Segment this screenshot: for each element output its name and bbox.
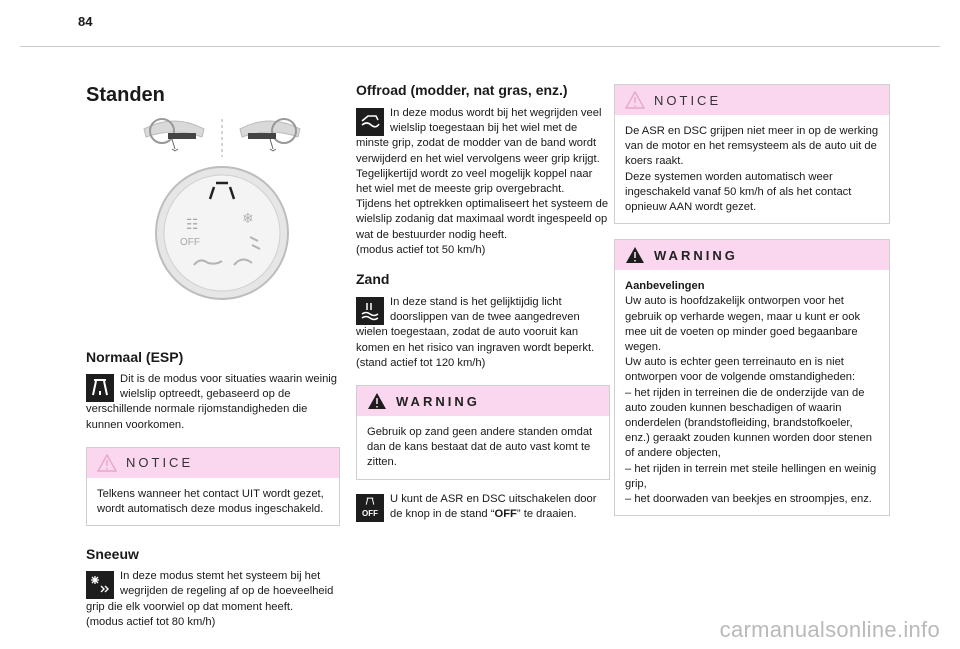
warning-header bbox=[615, 240, 889, 270]
steering-wheels-illustration bbox=[142, 115, 304, 159]
warning-box-sand bbox=[356, 385, 610, 480]
offroad-mode-block bbox=[356, 106, 610, 258]
snow-mode-heading: Sneeuw bbox=[86, 546, 139, 563]
snow-mode-block bbox=[86, 569, 340, 630]
offroad-mode-text: In deze modus wordt bij het wegrijden veel wielslip toegestaan bij het wiel met de minste grip, zodat de modder van de band wordt verwijderd en het wiel vervolgens weer grip krijgt. Tegelijkertijd wordt zo veel mogelijk koppel naar het wiel met de meeste grip overgebracht. Tijdens het optrekken optimaliseert het systeem de wielslip zodanig dat maximaal wordt ingespeeld op wat de bestuurder nodig heeft. (modus actief tot 50 km/h) bbox=[356, 107, 609, 256]
notice-label: NOTICE bbox=[654, 92, 722, 108]
warning-subheading: Aanbevelingen bbox=[625, 280, 705, 293]
warning-body bbox=[615, 270, 889, 515]
svg-text:OFF: OFF bbox=[180, 237, 200, 248]
watermark: carmanualsonline.info bbox=[719, 617, 940, 642]
sand-mode-text: In deze stand is het gelijktijdig licht doorslippen van de twee aangedreven wielen toegestaan, zodat de auto vooruit kan komen en het risico van ingraven wordt beperkt. (stand actief tot 120 km/h) bbox=[356, 296, 595, 369]
svg-text:❄: ❄ bbox=[242, 211, 254, 227]
normal-mode-block bbox=[86, 372, 340, 433]
page-number: 84 bbox=[78, 14, 93, 29]
snow-mode-icon bbox=[86, 571, 114, 599]
notice-label: NOTICE bbox=[126, 455, 194, 471]
snow-mode-text: In deze modus stemt het systeem bij het wegrijden de regeling af op de hoeveelheid grip die elk voorwiel op dat moment heeft. (modus actief tot 80 km/h) bbox=[86, 570, 334, 628]
off-mode-block bbox=[356, 492, 610, 522]
notice-box-standard bbox=[86, 447, 340, 526]
notice-header bbox=[615, 85, 889, 115]
notice-text: De ASR en DSC grijpen niet meer in op de werking van de motor en het remsysteem als de auto uit de koers raakt. Deze systemen worden automatisch weer ingeschakeld vanaf 50 km/h of als het contact opnieuw AAN wordt gezet. bbox=[625, 125, 879, 214]
column-right bbox=[614, 84, 890, 516]
warning-label: WARNING bbox=[654, 247, 738, 263]
svg-text:☷: ☷ bbox=[186, 217, 199, 233]
warning-triangle-icon bbox=[625, 91, 645, 109]
warning-triangle-icon bbox=[97, 454, 117, 472]
off-mode-icon: OFF bbox=[356, 494, 384, 522]
warning-triangle-icon bbox=[625, 246, 645, 264]
warning-box-recommendations bbox=[614, 239, 890, 516]
off-mode-text: U kunt de ASR en DSC uitschakelen door de knop in de stand “OFF” te draaien. bbox=[390, 492, 597, 520]
column-middle bbox=[356, 82, 610, 522]
normal-mode-text: Dit is de modus voor situaties waarin weinig wielslip optreedt, gebaseerd op de verschillende normale rijomstandigheden die kunnen voorkomen. bbox=[86, 373, 338, 431]
mode-selector-illustration bbox=[86, 107, 340, 303]
notice-header bbox=[87, 448, 339, 478]
normal-mode-heading: Normaal (ESP) bbox=[86, 349, 184, 365]
terrain-mode-dial bbox=[154, 165, 290, 301]
warning-triangle-icon bbox=[367, 392, 387, 410]
warning-text: Uw auto is hoofdzakelijk ontworpen voor het gebruik op verharde wegen, maar u kunt er ook mee uit de voeten op minder goed begaanbare wegen. Uw auto is echter geen terreinauto en is niet ontworpen voor de volgende omstandigheden: – het rijden in terreinen die de onderzijde van de auto zouden kunnen beschadigen of waarin onderdelen (brandstofleiding, brandstofkoeler, enz.) geraakt zouden kunnen worden door stenen of andere objecten, – het rijden in terrein met steile hellingen en weinig grip, – het doorwaden van beekjes en stroompjes, enz. bbox=[625, 295, 877, 506]
warning-text: Gebruik op zand geen andere standen omdat dan de kans bestaat dat de auto vast komt te zitten. bbox=[367, 426, 593, 469]
column-left bbox=[86, 74, 340, 630]
offroad-mode-heading: Offroad (modder, nat gras, enz.) bbox=[356, 82, 568, 98]
notice-text: Telkens wanneer het contact UIT wordt gezet, wordt automatisch deze modus ingeschakeld. bbox=[97, 487, 324, 516]
sand-mode-icon bbox=[356, 297, 384, 325]
notice-box-asr bbox=[614, 84, 890, 224]
warning-header bbox=[357, 386, 609, 416]
normal-mode-icon bbox=[86, 374, 114, 402]
warning-label: WARNING bbox=[396, 393, 480, 409]
sand-mode-heading: Zand bbox=[356, 271, 390, 288]
section-title: Standen bbox=[86, 84, 165, 106]
sand-mode-block bbox=[356, 295, 610, 371]
offroad-mode-icon bbox=[356, 108, 384, 136]
top-divider bbox=[20, 46, 940, 47]
